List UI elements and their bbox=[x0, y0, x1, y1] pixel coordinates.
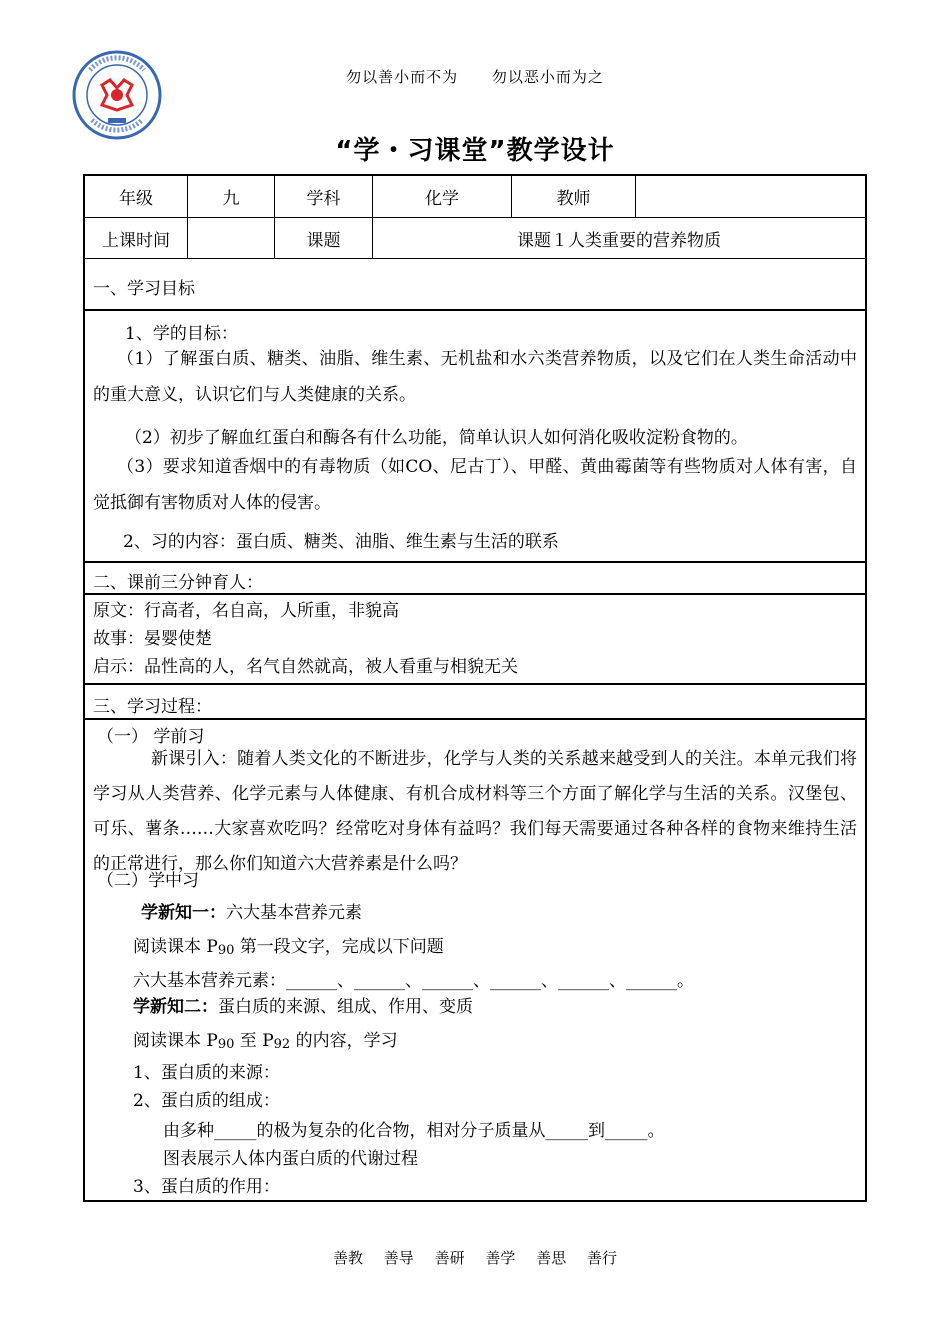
motto-right: 勿以恶小而为之 bbox=[491, 68, 604, 86]
footer-item: 善研 bbox=[434, 1249, 465, 1267]
time-label: 上课时间 bbox=[85, 218, 188, 258]
intro-paragraph: 新课引入：随着人类文化的不断进步，化学与人类的关系越来越受到人的关注。本单元我们将学习从人类营养、化学元素与人体健康、有机合成材料等三个方面了解化学与生活的关系。汉堡包、可乐、薯条……大家喜欢吃吗？经常吃对身体有益吗？我们每天需要通过各种各样的食物来维持生活的正常进行，那么你们知道六大营养素是什么吗？ bbox=[93, 749, 857, 874]
protein-composition-blank: 由多种_____的极为复杂的化合物，相对分子质量从_____到_____。 bbox=[163, 1121, 665, 1141]
story-text: 故事：晏婴使楚 bbox=[93, 629, 212, 649]
protein-composition: 2、蛋白质的组成： bbox=[133, 1091, 280, 1111]
lesson-table bbox=[83, 174, 867, 1202]
page-title: “学・习课堂”教学设计 bbox=[335, 136, 615, 166]
grade-label: 年级 bbox=[85, 176, 188, 217]
info-row-1 bbox=[85, 176, 865, 218]
reading-2 bbox=[133, 1026, 398, 1052]
protein-metabolism-note: 图表展示人体内蛋白质的代谢过程 bbox=[163, 1149, 418, 1169]
teacher-label: 教师 bbox=[512, 176, 636, 217]
knowledge-1-label: 学新知一： bbox=[141, 903, 226, 923]
pre-learning-title: （一） 学前习 bbox=[97, 727, 205, 747]
reading-1-text-b: 第一段文字，完成以下问题 bbox=[234, 937, 444, 957]
section3-body bbox=[85, 720, 865, 1200]
footer-item: 善行 bbox=[586, 1249, 617, 1267]
reading-2-text-b: 至 P bbox=[234, 1031, 274, 1051]
topic-value: 课题１人类重要的营养物质 bbox=[517, 230, 721, 251]
grade-value: 九 bbox=[188, 176, 275, 217]
reading-2-text-a: 阅读课本 P bbox=[133, 1031, 218, 1051]
reading-1-text-a: 阅读课本 P bbox=[133, 937, 218, 957]
knowledge-2-text: 蛋白质的来源、组成、作用、变质 bbox=[218, 997, 473, 1017]
section1-heading-row bbox=[85, 259, 865, 311]
goal-2: （2）初步了解血红蛋白和酶各有什么功能，简单认识人如何消化吸收淀粉食物的。 bbox=[125, 428, 748, 448]
knowledge-1-text: 六大基本营养元素 bbox=[226, 903, 362, 923]
learning-content: 2、习的内容：蛋白质、糖类、油脂、维生素与生活的联系 bbox=[123, 532, 559, 552]
goal-1: （1）了解蛋白质、糖类、油脂、维生素、无机盐和水六类营养物质，以及它们在人类生命活动中的重大意义，认识它们与人类健康的关系。 bbox=[93, 349, 857, 405]
knowledge-2-label: 学新知二： bbox=[133, 997, 218, 1017]
reading-2-page-start: 90 bbox=[217, 1037, 235, 1052]
school-logo bbox=[72, 50, 162, 140]
protein-function: 3、蛋白质的作用： bbox=[133, 1177, 280, 1197]
original-text: 原文：行高者，名自高，人所重，非貌高 bbox=[93, 601, 399, 621]
knowledge-2 bbox=[133, 992, 473, 1017]
knowledge-1 bbox=[141, 898, 362, 923]
info-row-2 bbox=[85, 218, 865, 259]
subject-value: 化学 bbox=[373, 176, 512, 217]
footer-item: 善学 bbox=[485, 1249, 516, 1267]
protein-source: 1、蛋白质的来源： bbox=[133, 1063, 280, 1083]
footer-item: 善思 bbox=[536, 1249, 567, 1267]
section3-heading: 三、学习过程： bbox=[93, 697, 212, 717]
goal-3: （3）要求知道香烟中的有毒物质（如CO、尼古丁）、甲醛、黄曲霉菌等有些物质对人体有害，自觉抵御有害物质对人体的侵害。 bbox=[93, 457, 857, 513]
reading-1-page: 90 bbox=[217, 943, 235, 958]
reading-2-page-end: 92 bbox=[273, 1037, 291, 1052]
reading-1 bbox=[133, 932, 444, 958]
mid-learning-title: （二）学中习 bbox=[97, 871, 199, 891]
insight-text: 启示：品性高的人，名气自然就高，被人看重与相貌无关 bbox=[93, 657, 518, 677]
section2-heading-row bbox=[85, 563, 865, 595]
section3-heading-row bbox=[85, 685, 865, 720]
footer-item: 善教 bbox=[333, 1249, 364, 1267]
motto bbox=[0, 66, 950, 87]
reading-2-text-c: 的内容，学习 bbox=[290, 1031, 398, 1051]
section2-heading: 二、课前三分钟育人： bbox=[93, 573, 263, 593]
time-value bbox=[188, 218, 275, 258]
subject-label: 学科 bbox=[275, 176, 373, 217]
teacher-value bbox=[636, 176, 865, 217]
goal-title: 1、学的目标： bbox=[125, 324, 238, 344]
section1-body bbox=[85, 311, 865, 563]
motto-left: 勿以善小而不为 bbox=[346, 68, 459, 86]
section2-body bbox=[85, 595, 865, 685]
topic-label: 课题 bbox=[275, 218, 373, 258]
six-nutrients-blanks: 六大基本营养元素：______、______、______、______、______、______。 bbox=[133, 971, 694, 991]
footer-item: 善导 bbox=[383, 1249, 414, 1267]
section1-heading: 一、学习目标 bbox=[93, 279, 195, 299]
footer-slogans bbox=[0, 1247, 950, 1268]
